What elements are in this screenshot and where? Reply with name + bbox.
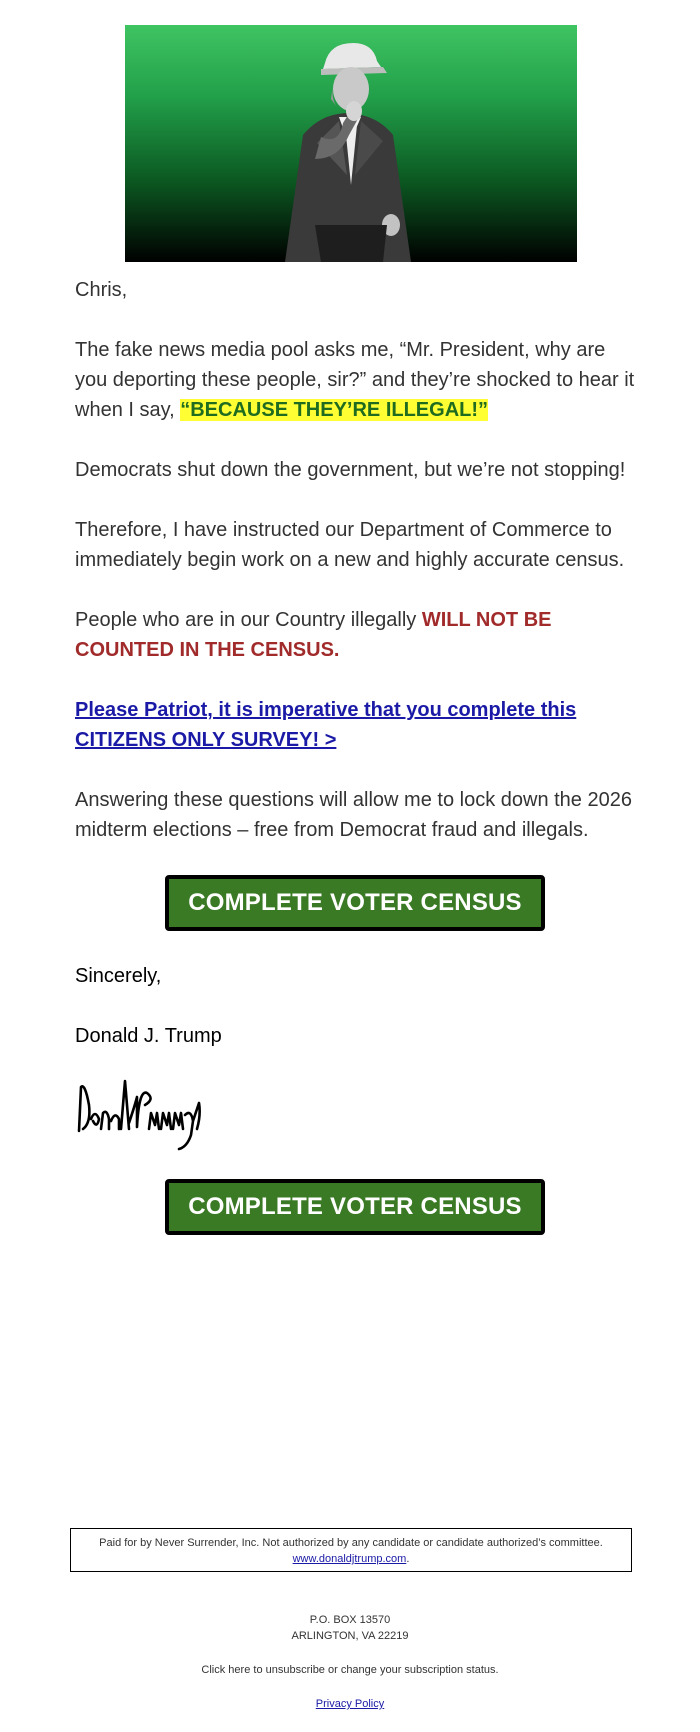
disclaimer-text: Paid for by Never Surrender, Inc. Not authorized by any candidate or candidate authorized’s committee. [99,1537,603,1549]
complete-voter-census-button-bottom[interactable]: COMPLETE VOTER CENSUS [165,1179,545,1235]
cta-top-wrap [75,875,635,931]
unsubscribe-link[interactable]: Click here to unsubscribe or change your subscription status. [201,1664,499,1676]
paragraph-not-counted [75,605,635,665]
paragraph-text: People who are in our Country illegally [75,609,422,631]
signature-image [75,1075,205,1155]
footer [0,1612,700,1712]
complete-voter-census-button[interactable]: COMPLETE VOTER CENSUS [165,875,545,931]
letter-body [75,275,635,1265]
paragraph-deporting [75,335,635,425]
disclaimer-period: . [406,1553,410,1565]
cta-bottom-wrap [75,1179,635,1235]
address-line-1: P.O. BOX 13570 [309,1614,391,1626]
hero-image [125,25,577,262]
highlighted-quote: “BECAUSE THEY’RE ILLEGAL!” [180,399,489,421]
paragraph-text: The fake news media pool asks me, “Mr. President, why are you deporting these people, sir?” and they’re shocked to hear it when I say, [75,339,635,421]
paragraph-shutdown: Democrats shut down the government, but we’re not stopping! [75,459,626,481]
signer-name: Donald J. Trump [75,1025,222,1047]
address-line-2: ARLINGTON, VA 22219 [291,1630,409,1642]
disclaimer-link-line [71,1551,631,1567]
privacy-policy-link[interactable]: Privacy Policy [315,1698,385,1710]
paragraph-midterms: Answering these questions will allow me to lock down the 2026 midterm elections – free from Democrat fraud and illegals. [75,789,632,841]
survey-paragraph [75,695,635,755]
paid-for-disclaimer [70,1528,632,1572]
closing: Sincerely, [75,965,162,987]
citizens-survey-link[interactable]: Please Patriot, it is imperative that you complete this CITIZENS ONLY SURVEY! > [75,699,577,751]
emphasis-not-counted: WILL NOT BE COUNTED IN THE CENSUS. [75,609,552,661]
website-link[interactable]: www.donaldjtrump.com [292,1553,407,1565]
paragraph-census: Therefore, I have instructed our Department of Commerce to immediately begin work on a new and highly accurate census. [75,519,625,571]
trump-photo [125,25,577,262]
greeting: Chris, [75,279,128,301]
